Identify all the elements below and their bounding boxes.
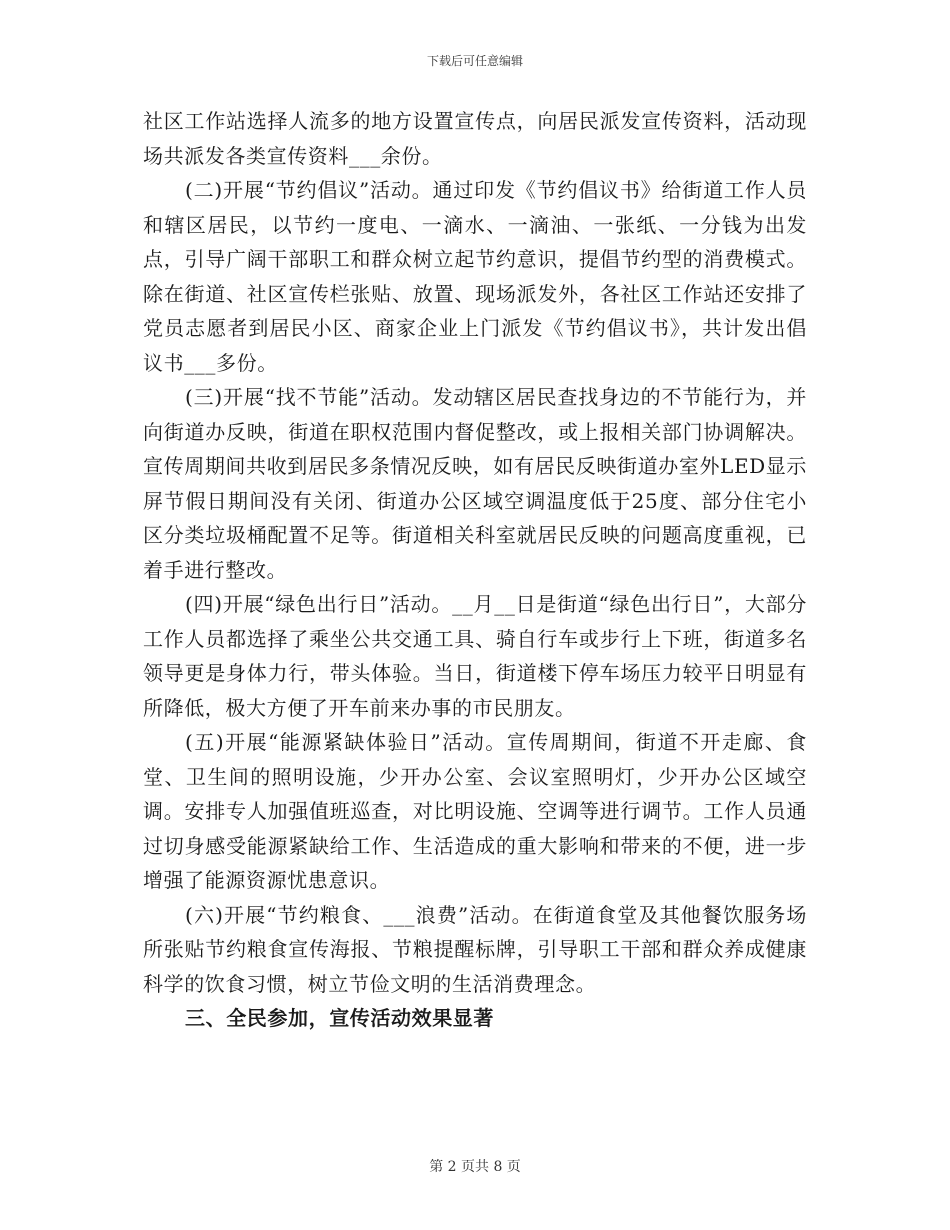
paragraph-energy-shortage: (五)开展“能源紧缺体验日”活动。宣传周期间，街道不开走廊、食堂、卫生间的照明设施，少开办公室、会议室照明灯，少开办公区域空调。安排专人加强值班巡查，对比明设施、空调等进行调节。工作人员通过切身感受能源紧缺给工作、生活造成的重大影响和带来的不便，进一步增强了能源资源忧患意识。 <box>143 730 807 892</box>
paragraph-continued: 社区工作站选择人流多的地方设置宣传点，向居民派发宣传资料，活动现场共派发各类宣传资料___余份。 <box>143 109 807 168</box>
paragraph-find-waste: (三)开展“找不节能”活动。发动辖区居民查找身边的不节能行为，并向街道办反映，街道在职权范围内督促整改，或上报相关部门协调解决。宣传周期间共收到居民多条情况反映，如有居民反映街道办室外LED显示屏节假日期间没有关闭、街道办公区域空调温度低于25度、部分住宅小区分类垃圾桶配置不足等。街道相关科室就居民反映的问题高度重视，已着手进行整改。 <box>143 385 807 582</box>
page-header: 下载后可任意编辑 <box>426 54 523 68</box>
paragraph-save-food: (六)开展“节约粮食、___浪费”活动。在街道食堂及其他餐饮服务场所张贴节约粮食宣传海报、节粮提醒标牌，引导职工干部和群众养成健康科学的饮食习惯，树立节俭文明的生活消费理念。 <box>143 902 807 996</box>
paragraph-green-travel: (四)开展“绿色出行日”活动。__月__日是街道“绿色出行日”，大部分工作人员都选择了乘坐公共交通工具、骑自行车或步行上下班，街道多名领导更是身体力行，带头体验。当日，街道楼下停车场压力较平日明显有所降低，极大方便了开车前来办事的市民朋友。 <box>143 592 807 720</box>
section-heading: 三、全民参加，宣传活动效果显著 <box>185 1006 494 1030</box>
document-body <box>143 104 807 1036</box>
page-footer: 第 2 页共 8 页 <box>429 1159 521 1175</box>
paragraph-initiative: (二)开展“节约倡议”活动。通过印发《节约倡议书》给街道工作人员和辖区居民，以节约一度电、一滴水、一滴油、一张纸、一分钱为出发点，引导广阔干部职工和群众树立起节约意识，提倡节约型的消费模式。除在街道、社区宣传栏张贴、放置、现场派发外，各社区工作站还安排了党员志愿者到居民小区、商家企业上门派发《节约倡议书》，共计发出倡议书___多份。 <box>143 178 807 375</box>
